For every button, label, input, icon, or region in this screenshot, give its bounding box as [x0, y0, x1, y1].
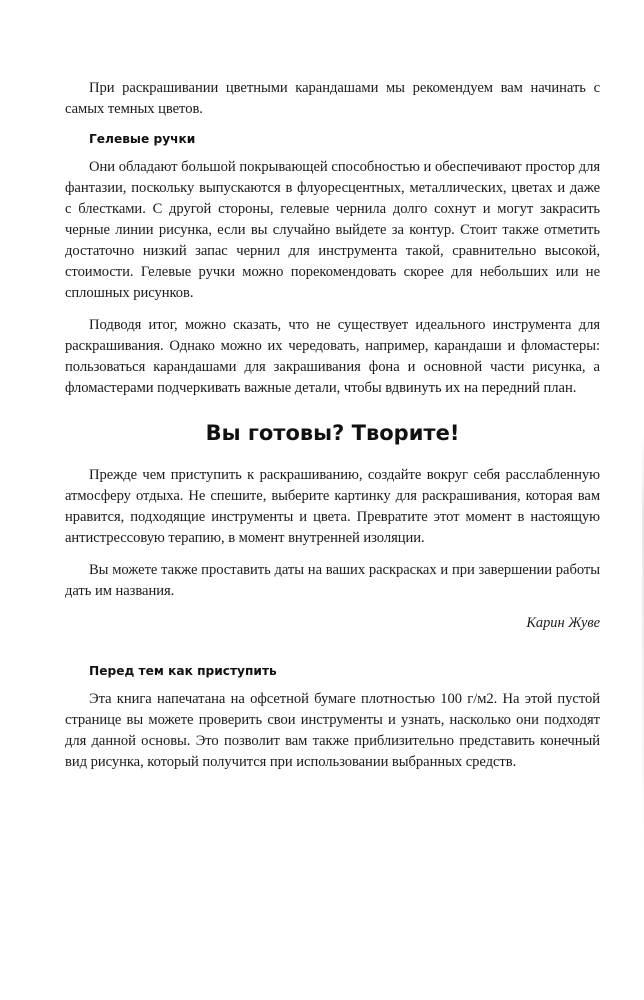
page-content [65, 78, 600, 784]
author-signature: Карин Жуве [526, 615, 600, 631]
before-start-title: Перед тем как приступить [89, 664, 277, 678]
gel-pens-title: Гелевые ручки [89, 132, 196, 146]
ready-heading: Вы готовы? Творите! [205, 421, 460, 445]
section-spacer [65, 633, 600, 663]
summary-paragraph: Подводя итог, можно сказать, что не существует идеального инструмента для раскрашивания. Однако можно их чередовать, например, карандаши и фломастеры: пользоваться карандашами для закрашивания фона и основной части рисунка, а фломастерами подчеркивать важные детали, чтобы вдвинуть их на передний план. [65, 317, 600, 396]
intro-paragraph: При раскрашивании цветными карандашами мы рекомендуем вам начинать с самых темных цветов. [65, 80, 600, 117]
gel-pens-paragraph: Они обладают большой покрывающей способностью и обеспечивают простор для фантазии, поскольку выпускаются в флуоресцентных, металлических, цветах и даже с блестками. С другой стороны, гелевые чернила долго сохнут и могут закрасить черные линии рисунка, если вы случайно выйдете за контур. Стоит также отметить достаточно низкий запас чернил для инструмента такой, сравнительно высокой, стоимости. Гелевые ручки можно порекомендовать скорее для небольших или не сплошных рисунков. [65, 159, 600, 301]
ready-paragraph-1: Прежде чем приступить к раскрашиванию, создайте вокруг себя расслабленную атмосферу отдыха. Не спешите, выберите картинку для раскрашивания, которая вам нравится, подходящие инструменты и цвета. Превратите этот момент в настоящую антистрессовую терапию, в момент внутренней изоляции. [65, 467, 600, 546]
ready-paragraph-2: Вы можете также проставить даты на ваших раскрасках и при завершении работы дать им названия. [65, 562, 600, 599]
before-start-paragraph: Эта книга напечатана на офсетной бумаге плотностью 100 г/м2. На этой пустой странице вы можете проверить свои инструменты и узнать, насколько они подходят для данной основы. Это позволит вам также приблизительно представить конечный вид рисунка, который получится при использовании выбранных средств. [65, 691, 600, 770]
